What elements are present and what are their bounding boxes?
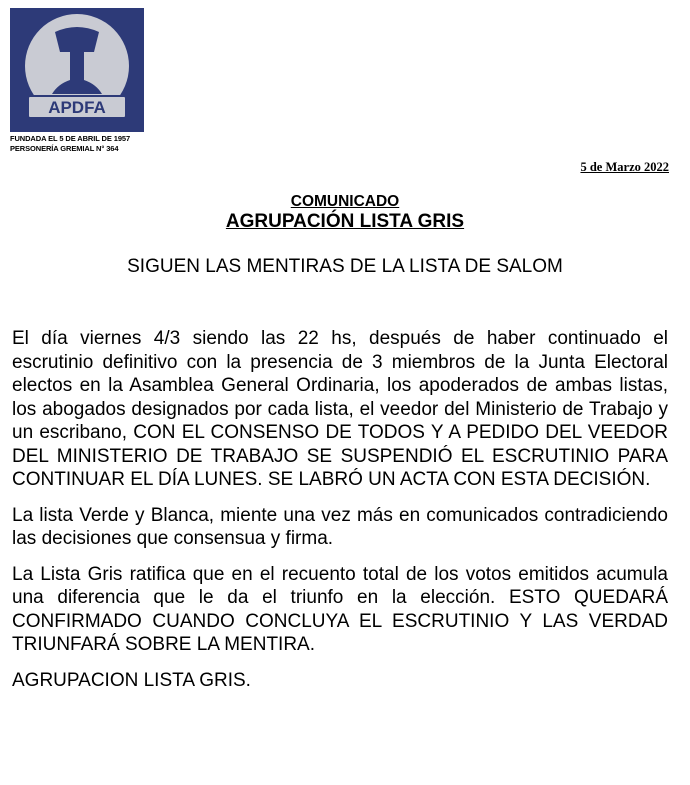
paragraph-1: El día viernes 4/3 siendo las 22 hs, después de haber continuado el escrutinio definitivo con la presencia de 3 miembros de la Junta Electoral electos en la Asamblea General Ordinaria, los apoderados de ambas listas, los abogados designados por cada lista, el veedor del Ministerio de Trabajo y un escribano, CON EL CONSENSO DE TODOS Y A PEDIDO DEL VEEDOR DEL MINISTERIO DE TRABAJO SE SUSPENDIÓ EL ESCRUTINIO PARA CONTINUAR EL DÍA LUNES. SE LABRÓ UN ACTA CON ESTA DECISIÓN. bbox=[12, 328, 668, 490]
subtitle: SIGUEN LAS MENTIRAS DE LA LISTA DE SALOM bbox=[127, 256, 563, 277]
signature: AGRUPACION LISTA GRIS. bbox=[12, 669, 251, 691]
paragraph-3: La Lista Gris ratifica que en el recuento total de los votos emitidos acumula una diferencia que le da el triunfo en la elección. ESTO QUEDARÁ CONFIRMADO CUANDO CONCLUYA EL ESCRUTINIO Y LAS VERDAD TRIUNFARÁ SOBRE LA MENTIRA. bbox=[12, 563, 668, 655]
heading-agrupacion: AGRUPACIÓN LISTA GRIS bbox=[225, 211, 465, 232]
document-date: 5 de Marzo 2022 bbox=[580, 160, 669, 174]
personeria-line: PERSONERÍA GREMIAL N° 364 bbox=[10, 144, 119, 153]
rail-emblem-icon bbox=[10, 8, 144, 132]
paragraph-2: La lista Verde y Blanca, miente una vez más en comunicados contradiciendo las decisiones que consensua y firma. bbox=[12, 504, 668, 549]
apdfa-logo bbox=[10, 8, 144, 132]
body-text bbox=[12, 327, 668, 704]
logo-text: APDFA bbox=[48, 98, 106, 117]
heading bbox=[0, 192, 690, 233]
heading-comunicado: COMUNICADO bbox=[290, 193, 400, 210]
founded-line: FUNDADA EL 5 DE ABRIL DE 1957 bbox=[10, 134, 131, 143]
founded-note bbox=[10, 134, 130, 154]
